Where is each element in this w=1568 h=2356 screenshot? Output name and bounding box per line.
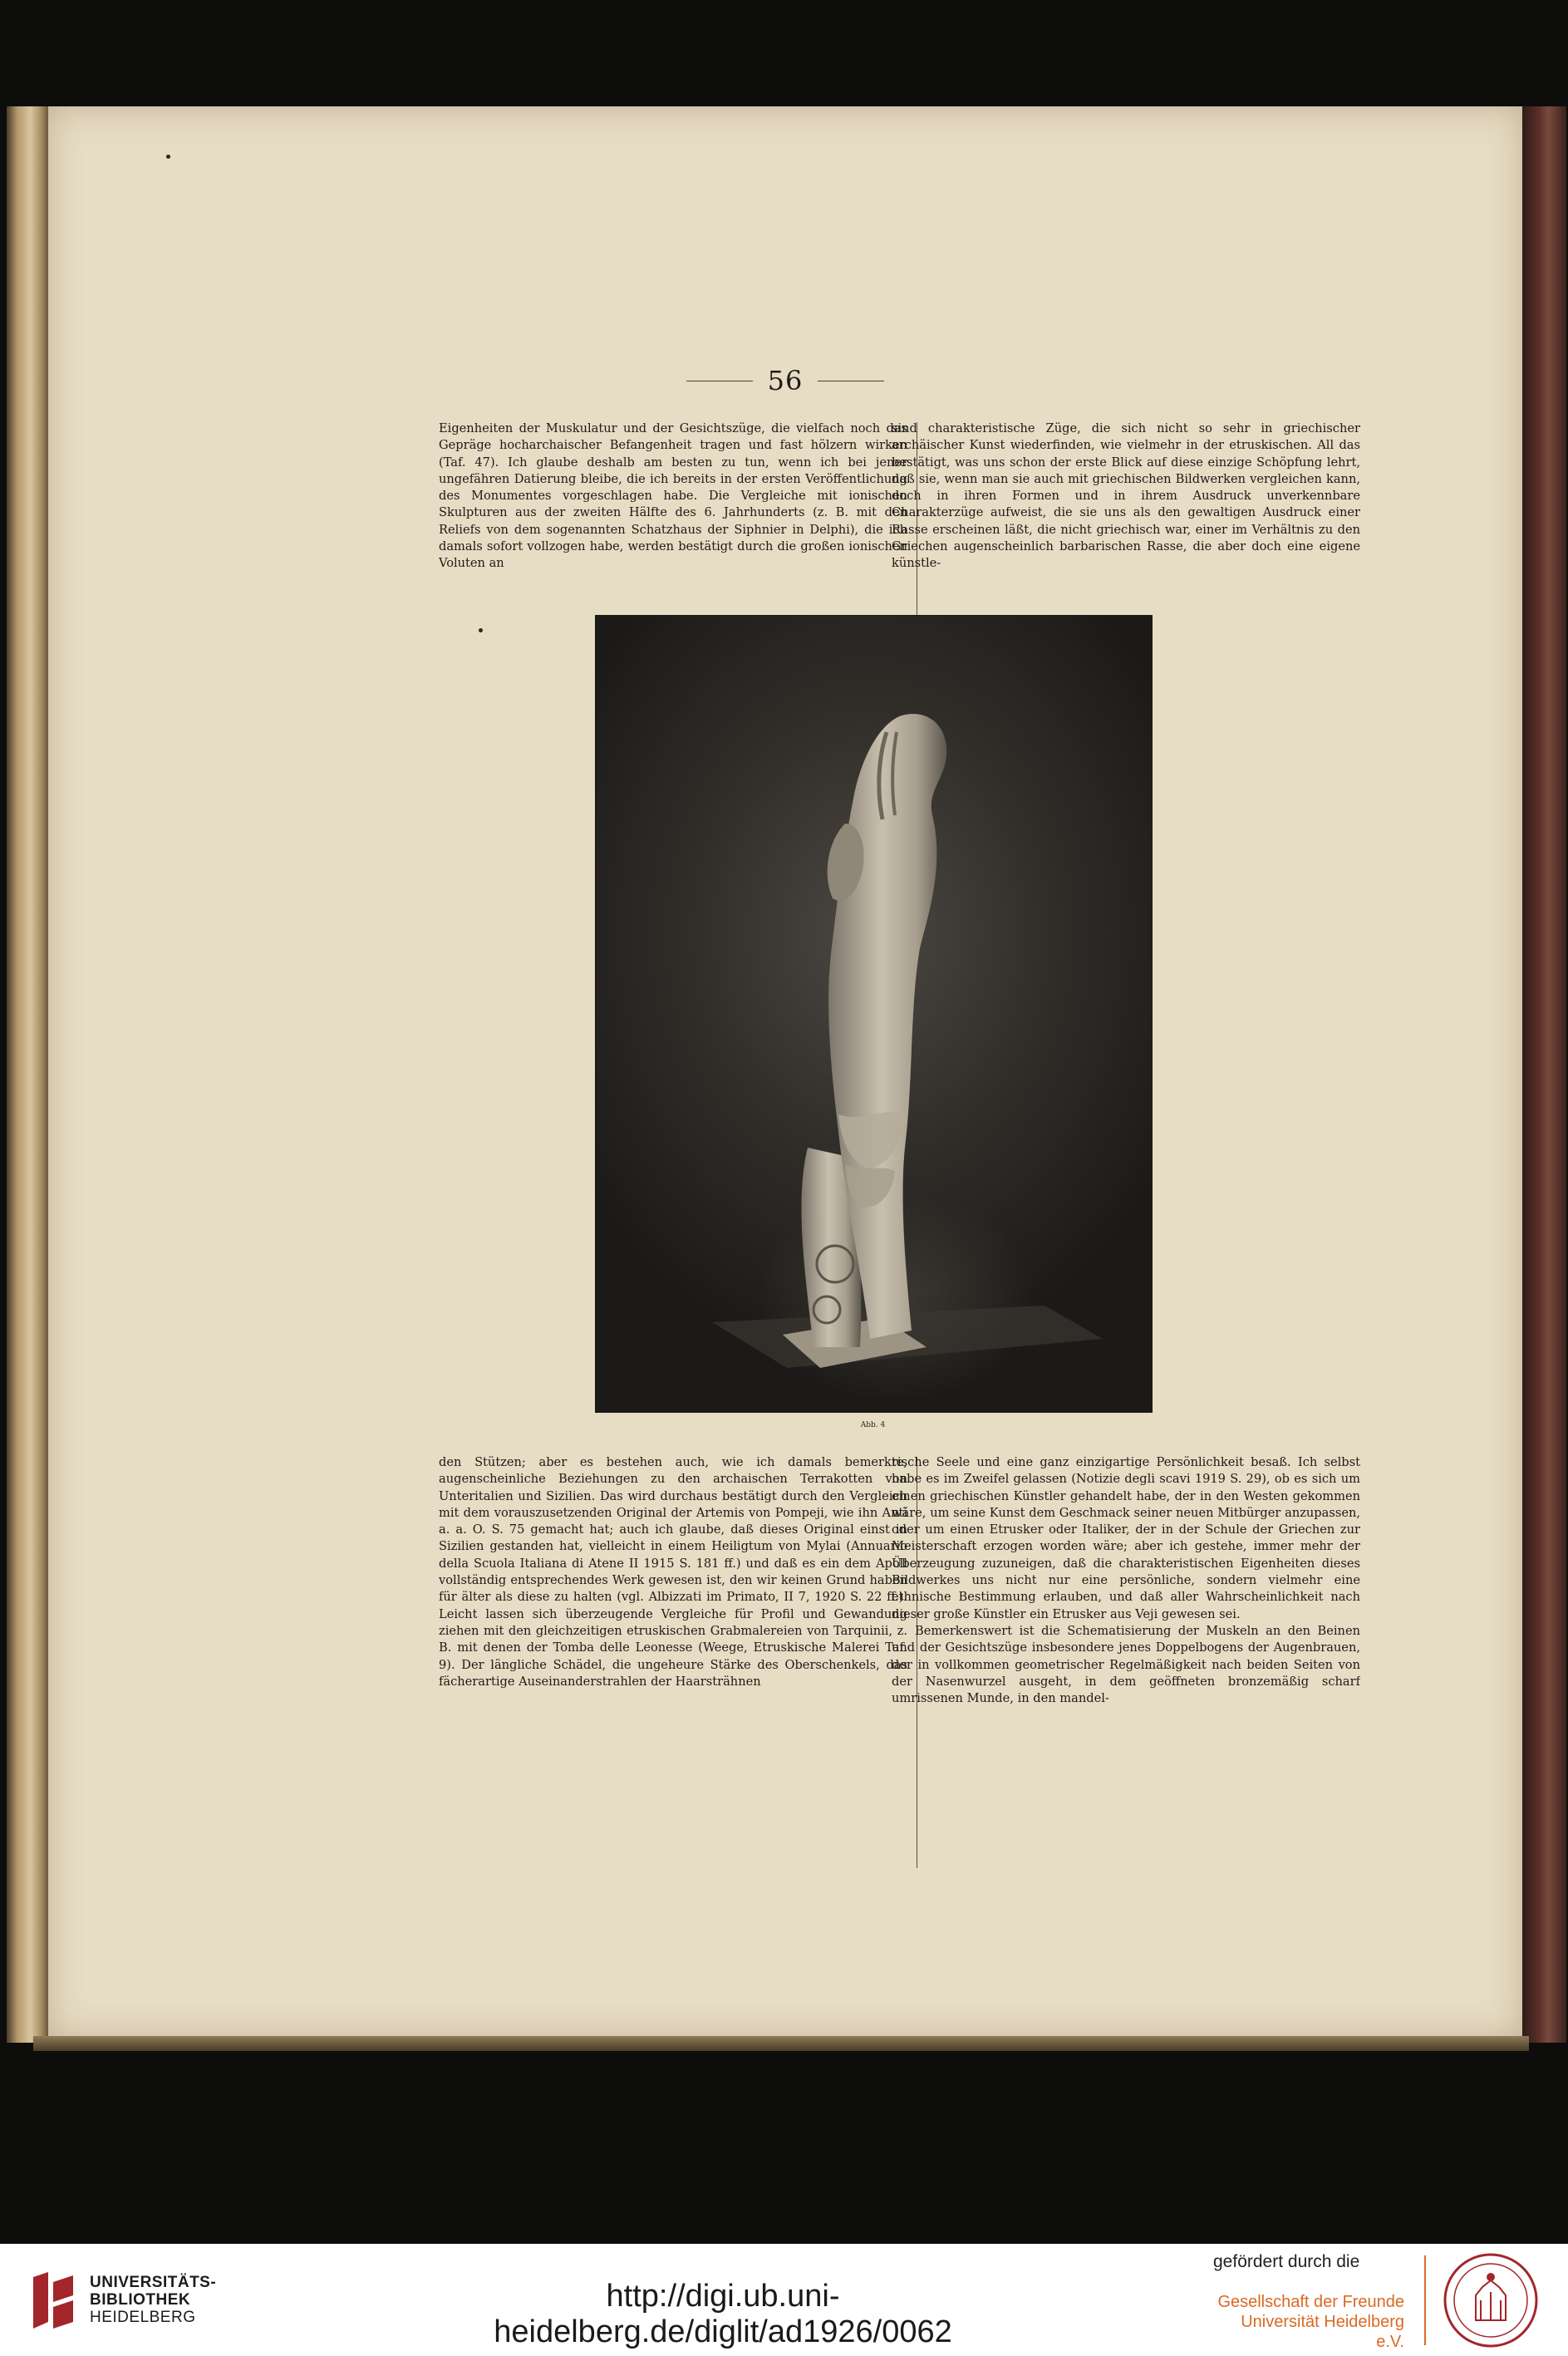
footer-divider xyxy=(1424,2255,1426,2345)
figure-plate xyxy=(595,615,1153,1413)
book-page xyxy=(48,106,1522,2039)
paragraph: den Stützen; aber es bestehen auch, wie ich damals bemerkte, augenscheinliche Beziehungen zu den archaischen Terrakotten von Unteritalien und Sizilien. Das wird durchaus bestätigt durch den Vergleich mit dem vorauszusetzenden Original der Artemis von Pompeji, wie ihn Anti a. a. O. S. 75 gemacht hat; auch ich glaube, daß dieses Original einst in Sizilien gestanden hat, vielleicht in einem Heiligtum von Mylai (Annuario della Scuola Italiana di Atene II 1915 S. 181 ff.) und daß es ein dem Apoll vollständig entsprechendes Werk gewesen ist, den wir keinen Grund haben für älter als diese zu halten (vgl. Albizzati im Primato, II 7, 1920 S. 22 ff.). Leicht lassen sich überzeugende Vergleiche für Profil und Gewandung ziehen mit den gleichzeitigen etruskischen Grabmalereien von Tarquinii, z. B. mit denen der Tomba delle Leonesse (Weege, Etruskische Malerei Taf. 9). Der längliche Schädel, die ungeheure Stärke des Oberschenkels, das fächerartige Auseinanderstrahlen der Haarsträhnen xyxy=(439,1455,907,1689)
book-edge-left xyxy=(7,106,50,2043)
text-column-bottom-right xyxy=(892,1454,1360,1870)
university-seal-icon xyxy=(1443,2252,1539,2349)
paragraph: sind charakteristische Züge, die sich nicht so sehr in griechischer archäischer Kunst wiederfinden, wie vielmehr in der etruskischen. All das bestätigt, was uns schon der erste Blick auf diese einzige Schöpfung lehrt, daß sie, wenn man sie auch mit griechischen Bildwerken vergleichen kann, doch in ihren Formen und in ihrem Ausdruck unverkennbare Charakterzüge aufweist, die sie uns als den gewaltigen Ausdruck einer Rasse erscheinen läßt, die nicht griechisch war, einer im Verhältnis zu den Griechen augenscheinlich barbarischen Rasse, die aber doch eine eigene künstle- xyxy=(892,421,1360,571)
society-name-line1: Gesellschaft der Freunde xyxy=(1217,2293,1404,2311)
footer-banner xyxy=(0,2244,1568,2356)
paragraph: Eigenheiten der Muskulatur und der Gesichtszüge, die vielfach noch das Gepräge hocharchaischer Befangenheit tragen und fast hölzern wirken (Taf. 47). Ich glaube deshalb am besten zu tun, wenn ich bei jener ungefähren Datierung bleibe, die ich bereits in der ersten Veröffentlichung des Monumentes vorgeschlagen habe. Die Vergleiche mit ionischen Skulpturen aus der zweiten Hälfte des 6. Jahrhunderts (z. B. mit den Reliefs von dem sogenannten Schatzhaus der Siphnier in Delphi), die ich damals sofort vollzogen habe, werden bestätigt durch die großen ionischen Voluten an xyxy=(439,421,907,571)
funded-by-text: gefördert durch die xyxy=(1213,2252,1360,2271)
library-name xyxy=(90,2274,216,2326)
speck xyxy=(166,155,170,159)
library-name-line3: HEIDELBERG xyxy=(90,2309,196,2326)
ub-heidelberg-logo-icon xyxy=(30,2270,76,2332)
society-name-line2: Universität Heidelberg e.V. xyxy=(1241,2313,1404,2351)
source-url-link[interactable]: http://digi.ub.uni-heidelberg.de/diglit/ad1926/0062 xyxy=(494,2279,952,2349)
page-number xyxy=(48,364,1522,397)
book-edge-right xyxy=(1521,106,1566,2043)
library-name-line2: BIBLIOTHEK xyxy=(90,2291,191,2309)
figure-caption: Abb. 4 xyxy=(860,1421,886,1429)
text-column-bottom-left xyxy=(439,1454,907,1870)
paragraph: Bemerkenswert ist die Schematisierung der Muskeln an den Beinen und der Gesichtszüge insbesondere jenes Doppelbogens der Augenbrauen, der in vollkommen geometrischer Regelmäßigkeit nach beiden Seiten von der Nasenwurzel ausgeht, in dem geöffneten bronzemäßig scharf umrissenen Munde, in den mandel- xyxy=(892,1623,1360,1706)
book-edge-bottom xyxy=(33,2036,1529,2051)
paragraph: rische Seele und eine ganz einzigartige Persönlichkeit besaß. Ich selbst habe es im Zweifel gelassen (Notizie degli scavi 1919 S. 29), ob es sich um einen griechischen Künstler gehandelt habe, der in den Westen gekommen wäre, um seine Kunst dem Geschmack seiner neuen Mitbürger anzupassen, oder um einen Etrusker oder Italiker, der in der Schule der Griechen zur Meisterschaft erzogen worden wäre; aber ich gestehe, immer mehr der Überzeugung zuzuneigen, daß die charakteristischen Eigenheiten dieses Bildwerkes uns nicht nur eine persönliche, sondern vielmehr eine ethnische Bestimmung erlauben, und daß aller Wahrscheinlichkeit nach dieser große Künstler ein Etrusker aus Veji gewesen sei. xyxy=(892,1455,1360,1621)
statue-photograph xyxy=(596,616,1152,1412)
library-name-line1: UNIVERSITÄTS- xyxy=(90,2274,217,2291)
page-number-text: 56 xyxy=(767,365,804,396)
society-name xyxy=(1213,2292,1404,2352)
